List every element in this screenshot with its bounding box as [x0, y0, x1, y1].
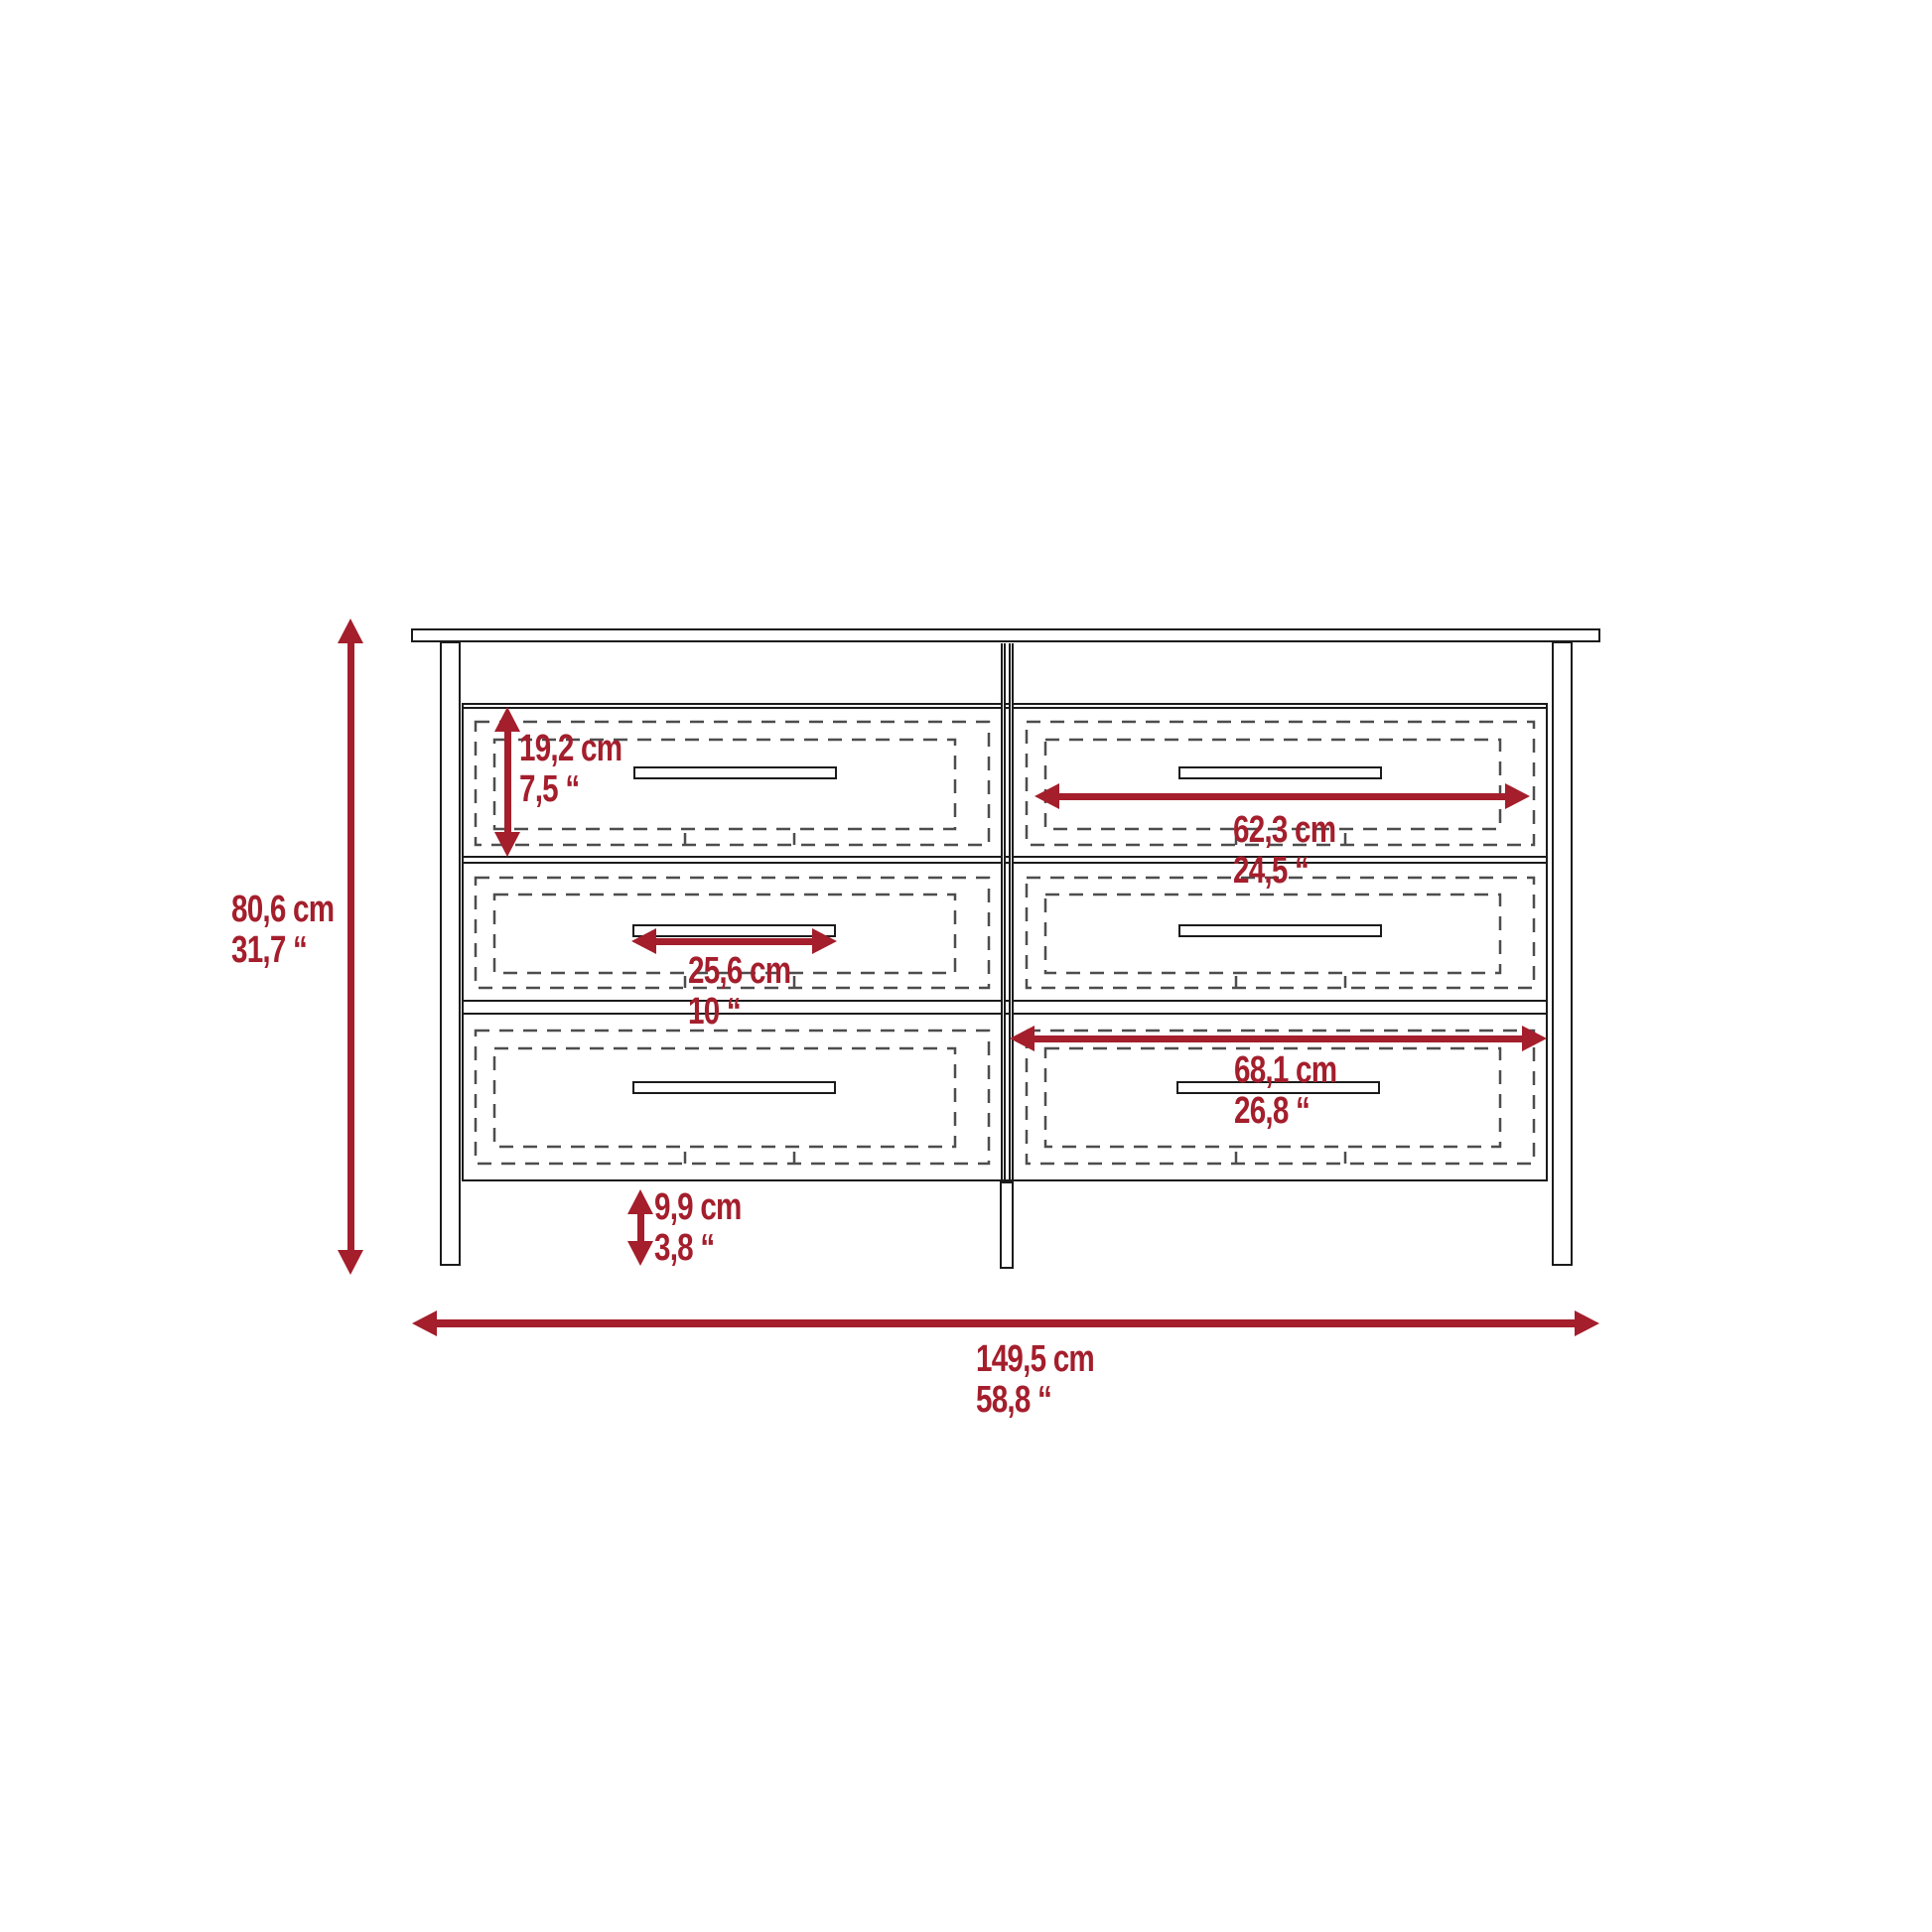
- imperial-value: 58,8 “: [976, 1379, 1052, 1421]
- metric-value: 62,3 cm: [1233, 809, 1336, 851]
- overall-width-label: [976, 1339, 1094, 1421]
- drawer-handle: [633, 766, 837, 779]
- imperial-value: 24,5 “: [1233, 850, 1310, 892]
- drawer-handle: [1178, 924, 1382, 937]
- leg-height-label: [654, 1187, 742, 1269]
- arrowhead-left: [631, 928, 656, 954]
- arrowhead-down: [494, 832, 520, 857]
- drawer-height-dimension-arrow: [504, 728, 511, 836]
- center-leg: [1000, 1181, 1014, 1269]
- center-divider: [1009, 643, 1014, 1179]
- drawer-handle: [1178, 766, 1382, 779]
- arrowhead-right: [1505, 783, 1530, 809]
- drawer-handle: [632, 1081, 836, 1094]
- arrowhead-up: [338, 619, 363, 643]
- arrowhead-up: [627, 1189, 653, 1214]
- drawer-handle: [632, 924, 836, 937]
- metric-value: 9,9 cm: [654, 1186, 742, 1228]
- imperial-value: 31,7 “: [231, 929, 308, 971]
- right-leg: [1552, 641, 1573, 1266]
- drawer-width-dimension-arrow: [1054, 793, 1510, 800]
- dresser-top-panel: [411, 628, 1600, 642]
- lower-drawer-width-label: [1234, 1050, 1336, 1132]
- arrowhead-down: [338, 1250, 363, 1275]
- arrowhead-left: [1035, 783, 1059, 809]
- metric-value: 19,2 cm: [519, 728, 622, 769]
- center-divider: [1001, 643, 1006, 1179]
- arrowhead-right: [1522, 1026, 1547, 1051]
- arrowhead-left: [412, 1311, 437, 1336]
- handle-width-label: [688, 951, 790, 1033]
- overall-width-dimension-arrow: [433, 1319, 1579, 1327]
- metric-value: 149,5 cm: [976, 1338, 1095, 1380]
- handle-width-dimension-arrow: [651, 938, 817, 945]
- arrowhead-down: [627, 1241, 653, 1266]
- arrowhead-up: [494, 707, 520, 732]
- lower-drawer-width-dimension-arrow: [1030, 1035, 1527, 1042]
- imperial-value: 3,8 “: [654, 1227, 715, 1269]
- arrowhead-left: [1010, 1026, 1035, 1051]
- metric-value: 68,1 cm: [1234, 1049, 1337, 1091]
- arrowhead-right: [1575, 1311, 1599, 1336]
- imperial-value: 10 “: [688, 991, 741, 1033]
- metric-value: 80,6 cm: [231, 889, 335, 930]
- arrowhead-right: [812, 928, 837, 954]
- drawer-height-label: [519, 729, 621, 810]
- imperial-value: 26,8 “: [1234, 1090, 1311, 1132]
- overall-height-label: [231, 890, 334, 971]
- height-dimension-arrow: [347, 639, 354, 1255]
- left-leg: [440, 641, 461, 1266]
- imperial-value: 7,5 “: [519, 768, 580, 810]
- metric-value: 25,6 cm: [688, 950, 791, 992]
- drawer-width-label: [1233, 810, 1335, 892]
